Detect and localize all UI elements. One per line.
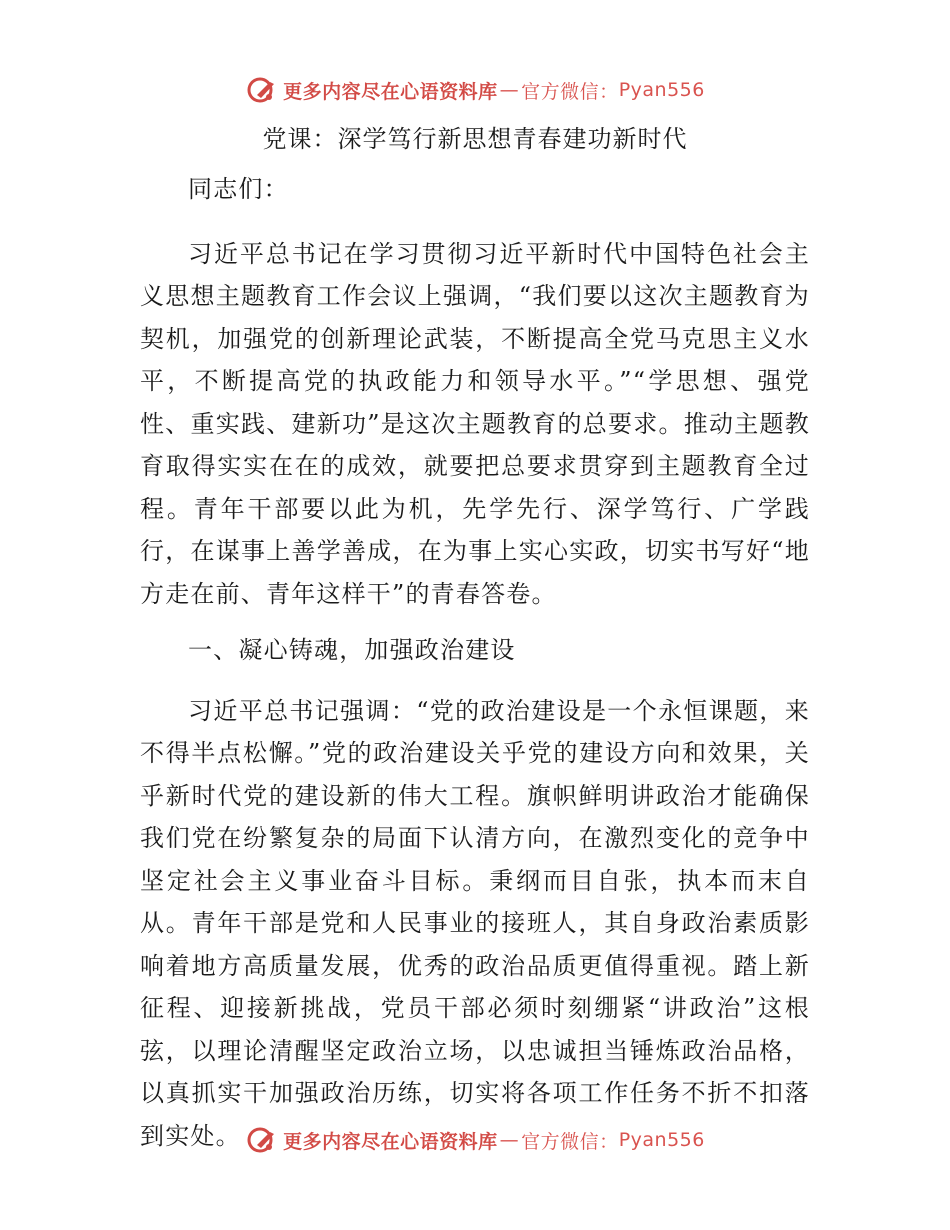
watermark-contact-id: Pyan556: [618, 79, 705, 101]
salutation: 同志们：: [188, 175, 289, 203]
watermark-dash: —: [499, 1129, 520, 1151]
pen-nib-logo-icon: [245, 1123, 279, 1157]
document-title: 党课：深学笃行新思想青春建功新时代: [262, 125, 688, 153]
paragraph-section-1: 习近平总书记强调：“党的政治建设是一个永恒课题，来不得半点松懈。”党的政治建设关乎党的建设方向和效果，关乎新时代党的建设新的伟大工程。旗帜鲜明讲政治才能确保我们党在纷繁复杂的局面下认清方向，在激烈变化的竞争中坚定社会主义事业奋斗目标。秉纲而目自张，执本而末自从。青年干部是党和人民事业的接班人，其自身政治素质影响着地方高质量发展，优秀的政治品质更值得重视。踏上新征程、迎接新挑战，党员干部必须时刻绷紧“讲政治”这根弦，以理论清醒坚定政治立场，以忠诚担当锤炼政治品格，以真抓实干加强政治历练，切实将各项工作任务不折不扣落到实处。: [140, 696, 810, 1150]
paragraph-intro: 习近平总书记在学习贯彻习近平新时代中国特色社会主义思想主题教育工作会议上强调，“我们要以这次主题教育为契机，加强党的创新理论武装，不断提高全党马克思主义水平，不断提高党的执政能力和领导水平。”“学思想、强党性、重实践、建新功”是这次主题教育的总要求。推动主题教育取得实实在在的成效，就要把总要求贯穿到主题教育全过程。青年干部要以此为机，先学先行、深学笃行、广学践行，在谋事上善学善成，在为事上实心实政，切实书写好“地方走在前、青年这样干”的青春答卷。: [140, 239, 810, 608]
watermark-brand: 更多内容尽在心语资料库: [283, 1130, 498, 1153]
watermark-contact-label: 官方微信：: [521, 80, 619, 103]
watermark-dash: —: [499, 79, 520, 101]
document-body: [140, 168, 810, 1171]
watermark-contact-label: 官方微信：: [521, 1130, 619, 1153]
watermark-footer: [0, 1120, 950, 1160]
watermark-contact-id: Pyan556: [618, 1129, 705, 1151]
section-heading-1: 一、凝心铸魂，加强政治建设: [188, 636, 516, 664]
watermark-brand: 更多内容尽在心语资料库: [283, 80, 498, 103]
watermark-header: [0, 70, 950, 110]
pen-nib-logo-icon: [245, 73, 279, 107]
